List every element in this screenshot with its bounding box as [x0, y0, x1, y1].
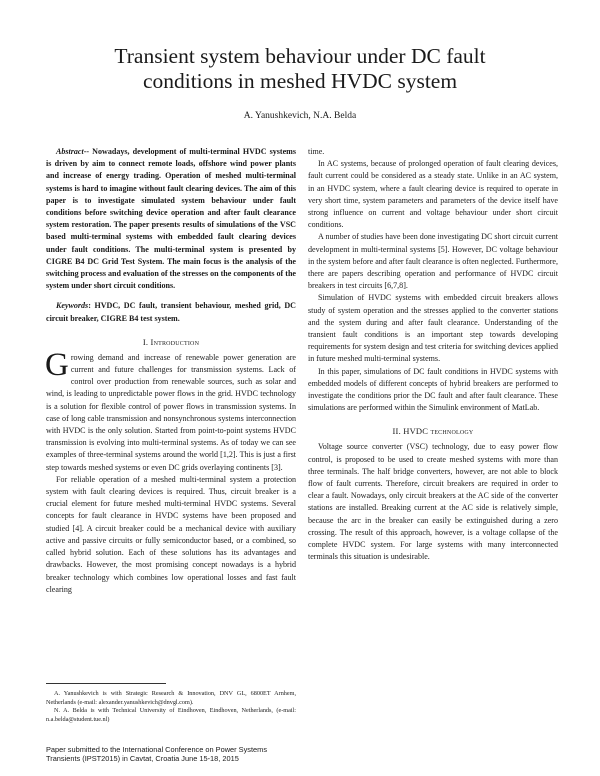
footnotes [46, 690, 296, 724]
section-heading-introduction: I. Introduction [142, 336, 200, 347]
abstract-label: Abstract [56, 147, 84, 156]
continuation-text: time. [308, 147, 325, 156]
right-paragraph-2: A number of studies have been done investigating DC short circuit current development in multi-terminal systems [5]. However, DC voltage behaviour in the system before and after fault clearance is often neglected. Furthermore, there are papers describing operation and performance of HVDC circuit breakers in test circuits [6,7,8]. [308, 232, 558, 291]
paper-title [40, 44, 560, 94]
hvdc-paragraph-1: Voltage source converter (VSC) technology, due to easy power flow control, is proposed to be used to create meshed systems with more than three terminals. The half bridge converters, however, are not able to block flow of fault currents. Therefore, circuit breakers are required in order to clear a fault. Nowadays, only circuit breakers at the AC side of the converter stations are installed. Breaking current at the AC side is relatively simple, because the arc in the breaker can easily be extinguished during a zero crossing. The result of this approach, however, is a voltage collapse of the complete HVDC system. For large systems with many interconnected terminals this situation is undesirable. [308, 442, 558, 562]
intro-paragraph-1-text: rowing demand and increase of renewable power generation are current and future challenges for transmission systems. Lack of control over production from renewable sources, such as solar and wind, is leading to unpredictable power flows in the grid. HVDC technology is a solution for flexible control of power flows in transmission systems. In case of long cable transmission and nonsynchronous systems interconnection with HVDC is the only solution. Started from point-to-point systems HVDC transmission is evolving into multi-terminal systems. As of today we can see examples of three-terminal systems around the world [1,2]. This is just a first step towards meshed systems or even DC grids overlaying continents [3]. [46, 352, 296, 472]
footnote-author-2: N. A. Belda is with Technical University of Eindhoven, Eindhoven, Netherlands, (e-mail: n.a.belda@student.tue.nl) [46, 707, 296, 723]
footnote-author-1: A. Yanushkevich is with Strategic Research & Innovation, DNV GL, 6800ET Arnhem, Netherlands (e-mail: alexander.yanushkevich@dnvgl.com). [46, 690, 296, 706]
submission-note [46, 745, 306, 763]
keywords-label: Keywords [56, 301, 89, 311]
submission-line-2: Transients (IPST2015) in Cavtat, Croatia June 15-18, 2015 [46, 754, 239, 763]
footnote-divider [46, 683, 166, 684]
section-heading-hvdc-technology: II. HVDC technology [392, 426, 474, 437]
intro-paragraph-1 [45, 346, 296, 474]
title-line-1: Transient system behaviour under DC fault [114, 44, 486, 68]
right-paragraph-3: Simulation of HVDC systems with embedded circuit breakers allows study of system operation and the stresses applied to the converter stations and the system during and after fault clearance. Understanding of the transient fault conditions is an important step towards developing requirements for system design and test criteria for switching devices applied in future meshed multi-terminal systems. [308, 293, 558, 364]
abstract-text: -- Nowadays, development of multi-terminal HVDC systems is driven by aim to connect remote loads, offshore wind power plants and increase of energy trading. Operation of meshed multi-terminal systems is hard to imagine without fault clearing devices. The aim of this paper is to investigate simulated system behaviour under fault conditions before switching device operation and after fault clearance system restoration. The paper presents results of simulations of the VSC based multi-terminal systems with embedded fault clearing devices under fault conditions. The multi-terminal system is presented by CIGRE B4 DC Grid Test System. The main focus is the analysis of the switching process and evaluation of the stresses on the components of the system under short circuit conditions. [46, 147, 296, 291]
keywords [46, 300, 296, 324]
submission-line-1: Paper submitted to the International Conference on Power Systems [46, 745, 268, 754]
keywords-text: : HVDC, DC fault, transient behaviour, meshed grid, DC circuit breaker, CIGRE B4 test system. [46, 301, 296, 323]
right-column [308, 146, 558, 564]
title-line-2: conditions in meshed HVDC system [142, 69, 458, 93]
abstract [46, 146, 296, 292]
author-list: A. Yanushkevich, N.A. Belda [243, 111, 357, 121]
right-paragraph-4: In this paper, simulations of DC fault conditions in HVDC systems with embedded models of different concepts of hybrid breakers are performed to investigate the conditions prior the DC fault and after fault clearance. These simulations are performed within the Simulink environment of MatLab. [308, 366, 558, 413]
right-paragraph-1: In AC systems, because of prolonged operation of fault clearing devices, fault current could be considered as a steady state. Unlike in an AC system, in an HVDC system, where a fault clearing device is required to operate in very short time, system parameters and parameters of the device itself have strong influence on current and voltage behaviour under short circuit conditions. [308, 159, 558, 230]
intro-paragraph-2: For reliable operation of a meshed multi-terminal system a protection system with fault clearing devices is required. Thus, circuit breaker is a crucial element for future meshed multi-terminal HVDC systems. Several concepts for fault clearance in HVDC systems have been proposed and studied [4]. A circuit breaker could be a mechanical device with auxiliary active and passive circuits or fully semiconductor based, or a combined, so called hybrid solution. Each of these solutions has its advantages and drawbacks. However, the most promising concept nowadays is a hybrid breaker technology which combines low operational losses and fast fault clearing [46, 474, 296, 594]
drop-cap: G [45, 346, 69, 383]
left-column [46, 146, 296, 596]
